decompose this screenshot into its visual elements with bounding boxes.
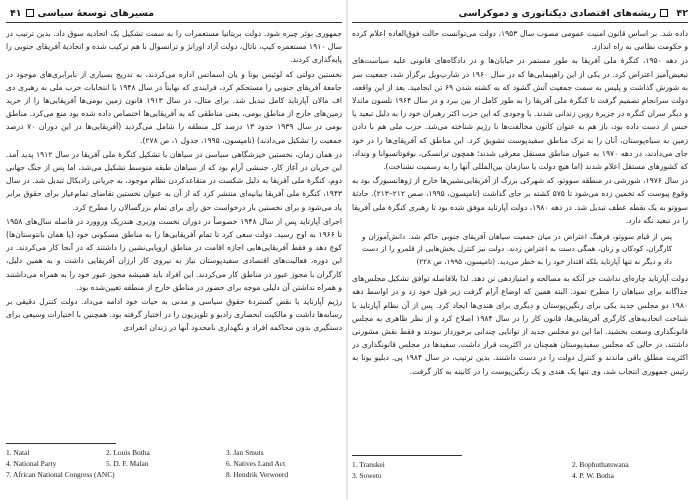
left-footnote-rule [6, 443, 116, 444]
paragraph: جمهوری بوئر چیره شود. دولت بریتانیا مستعمرات را به سمت تشکیل یک اتحادیه سوق داد. بدین ترتیب در سال ۱۹۱۰ مستعمره کیپ، ناتال، دولت آزاد اورانژ و ترانسوال با هم ترکیب شده و اتحادیهٔ آفریقای جنوبی را پایه‌گذاری کردند. [6, 29, 342, 65]
left-page-number: ۴۱ [10, 7, 22, 19]
footnote: 4. National Party [6, 459, 57, 468]
footnote: 1. Natal [6, 448, 30, 457]
left-header-rule [6, 22, 342, 23]
right-footnote-rule [352, 455, 462, 456]
square-bullet-icon [26, 9, 34, 17]
footnote: 4. P. W. Botha [572, 471, 614, 480]
footnote: 3. Soweto [352, 471, 382, 480]
footnote: 3. Jan Smuts [226, 448, 264, 457]
right-page-number: ۴۲ [676, 7, 688, 19]
footnote: 2. Louis Botha [106, 448, 150, 457]
paragraph: اجرای آپارتاید پس از سال ۱۹۴۸ خصوصاً در دوران نخست وزیری هندریک وروورد در فاصله سال‌های ۱۹۵۸ تا ۱۹۶۶ به اوج رسید. دولت سعی کرد تا تمام آفریقایی‌ها را به مناطق مسکونی خود (یا همان بانتوستان‌ها) کوچ دهد و فقط آفریقایی‌هایی اجازه اقامت در مناطق اروپایی‌نشین را داشتند که در آنجا کار می‌کردند. در این دوره، فعالیت‌های اقتصادی سفیدپوستان نیاز به نیروی کار ارزان آفریقایی داشت و به همین دلیل، کارگران با مجوز عبور در مناطق کار می‌کردند. این افراد باید همیشه مجوز عبور خود را به همراه می‌داشتند و همراه نداشتن آن دلیلی موجه برای حضور در مناطق خارج از منطقه تعیین‌شده بود. [6, 216, 342, 292]
footnote: 7. African National Congress (ANC) [6, 470, 115, 479]
paragraph: داده شد. بر اساس قانون امنیت عمومی مصوب سال ۱۹۵۳، دولت می‌توانست حالت فوق‌العاده اعلام کرده و حکومت نظامی به راه اندازد. [352, 29, 688, 52]
left-page-running-title: مسیرهای توسعهٔ سیاسی [37, 7, 155, 19]
footnote: 6. Natives Land Act [226, 459, 286, 468]
right-page-running-title: ریشه‌های اقتصادی دیکتاتوری و دموکراسی [458, 7, 657, 19]
right-page [352, 0, 688, 500]
paragraph: در همان زمان، نخستین خیزشگاهی سیاسی در سیاهان با تشکیل کنگرهٔ ملی آفریقا در سال ۱۹۱۲ پدید آمد. این جریان در آغاز کار، جنبشی آرام بود که از سیاهان طبقه متوسط تشکیل می‌شد، اما پس از جنگ جهانی دوم، کنگرهٔ ملی آفریقا به دلیل شکست در متقاعدکردن نظام موجود، به جریانی رادیکال تبدیل شد. در سال ۱۹۴۳، کنگرهٔ ملی آفریقا بیانیه‌ای منتشر کرد که از آن به عنوان نخستین تقاضای تمام‌عیار برای حقوق برابر یاد می‌شود و برای نخستین بار درخواست حق رأی برای تمام بزرگسالان را مطرح کرد. [6, 149, 342, 212]
paragraph: رژیم آپارتاید با نقض گستردهٔ حقوق سیاسی و مدنی به حیات خود ادامه می‌داد. دولت کنترل دقیقی بر رسانه‌ها داشت و مالکیت انحصاری رادیو و تلویزیون را در اختیار گرفته بود. همچنین با اختیارات وسیعی برای دستگیری بدون محاکمه افراد و نگهداری نامحدود آنها در زندان انفرادی [6, 297, 342, 333]
left-footnotes [6, 447, 342, 480]
left-page-body [6, 27, 342, 336]
paragraph: در سال ۱۹۷۶، شورشی در منطقه سووتو، که شهرکی بزرگ از آفریقایی‌نشین‌ها خارج از ژوهانسبورگ بود به وقوع پیوست که تخمین زده می‌شود تا ۵۷۵ کشته بر جای گذاشت (تامپسون، ۱۹۹۵، صص ۲۱۲–۲۱۳). حادثهٔ سووتو به یک نقطه عطف تبدیل شد. در دهه ۱۹۸۰، دولت آپارتاید موفق شده بود تا رهبری کنگرهٔ ملی آفریقا را در تبعید نگه دارد. [352, 176, 688, 225]
page-gutter [346, 0, 348, 500]
footnote: 5. D. F. Malan [106, 459, 149, 468]
footnote: 8. Hendrik Verwoerd [226, 470, 289, 479]
left-page-header [6, 4, 342, 22]
right-page-header [352, 4, 688, 22]
left-page [6, 0, 342, 500]
paragraph: نخستین دولتی که لوئیس بوتا و یان اسماتس اداره می‌کردند، به تدریج بسیاری از نابرابری‌های موجود در جامعهٔ آفریقای جنوبی را مستحکم کرد، فرایندی که نهایتاً در سال ۱۹۴۸ با انتخابات حزب ملی به رهبری دی اف مالان آپارتاید کامل تبدیل شد. برای مثال، در سال ۱۹۱۳ قانون زمین بومی‌ها آفریقایی‌ها را از خرید زمین‌های خارج از مناطق بومی، یعنی مناطقی که به آفریقایی‌ها اختصاص داده شده بود منع می‌کرد. مناطق بومی در سال ۱۹۳۹ حدود ۱۳ درصد کل منطقه را شامل می‌گردید (آفریقایی‌ها در این دوران ۷۰ درصد جمعیت را تشکیل می‌دادند) (تامپسون، ۱۹۹۵، جدول ۱، ص ۲۷۸). [6, 69, 342, 145]
paragraph: دولت آپارتاید چاره‌ای نداشت جز آنکه به مصالحه و امتیازدهی تن دهد. لذا بلافاصله توافق تشکیل مجلس‌های جداگانه برای سیاهان را مطرح نمود. البته همین که اوضاع آرام گرفت زیر قول خود زد و در اواسط دهه ۱۹۸۰ دو مجلس جدید یکی برای رنگین‌پوستان و دیگری برای هندی‌ها ایجاد کرد. پس از آن نظام آپارتاید با شناخت اتحادیه‌های کارگری آفریقایی‌ها، قانون کار را در سال ۱۹۸۴ اصلاح کرد و از نظر ظاهری به مجلس قانونگذاری وسعت بخشید. اما این دو مجلس جدید از توانایی چندانی برخوردار نبودند و فقط نقش مشورتی داشتند، در حالی که مجلس سفیدپوستان همچنان در اکثریت قرار داشت. سفیدها در مجلس قانونگذاری در اکثریت مطلق باقی ماندند و کنترل دولت را در دست داشتند. بدین ترتیب، در سال ۱۹۸۴ پی. دبلیو بوتا به رئیس جمهوری انتخاب شد، وی تنها یک هندی و یک رنگین‌پوست را در کابینه به کار گرفت. [352, 274, 688, 376]
right-header-rule [352, 22, 688, 23]
right-page-body [352, 27, 688, 379]
footnote: 2. Bophuthatswana [572, 460, 629, 469]
block-quote: پس از قیام سووتو، فرهنگ اعتراض در میان جمعیت سیاهان آفریقای جنوبی حاکم شد. دانش‌آموزان و کارگران، کودکان و زنان، همگی دست به اعتراض زدند. دولت نیز کنترل بخش‌هایی از قلمرو را از دست داد و دیگر نه تنها آپارتاید بلکه اقتدار خود را به خطر می‌دید. (تامپسون، ۱۹۹۵، ص ۲۲۸) [362, 232, 672, 266]
paragraph: در دهه ۱۹۵۰، کنگرهٔ ملی آفریقا به طور مستمر در خیابان‌ها و در دادگاه‌های قانونی علیه سیاست‌های تبعیض‌آمیز اعتراض کرد. در یکی از این راهپیمایی‌ها که در سال ۱۹۶۰ در شارپ‌ویل برگزار شد، جمعیت سر به شورش گذاشت و پلیس به سمت جمعیت آتش گشود که به کشته شدن ۶۹ تن انجامید. بعد از این واقعه، دولت سرانجام تصمیم گرفت تا کنگرهٔ ملی آفریقا را به طور کامل از بین ببرد و در سال ۱۹۶۴ نلسون ماندلا و دیگر سران کنگره در جزیرهٔ روبن زندانی شدند. با وجودی که این حزب اکثر رهبران خود را به دلیل تبعید یا حبس از دست داده بود، باز هم به عنوان کانون مخالفت‌ها با رژیم شناخته می‌شد. حزب ملی هم با دادن زمین به سیاه‌پوستان، آنان را به ترک مناطق سفیدپوست تشویق کرد. این مناطق که آفریقای‌ها را در خود جای می‌دادند، در دهه ۱۹۷۰ به عنوان مناطق مستقل معرفی شدند؛ همچون ترانسکی، بوفوتاتسوانا و ونداد، که کشورهای مستقل اعلام شدند (اما هیچ دولت یا سازمان بین‌المللی آنها را به رسمیت نشناخت). [352, 56, 688, 172]
footnote: 1. Transkei [352, 460, 385, 469]
square-bullet-icon [660, 9, 668, 17]
right-footnotes [352, 459, 688, 481]
